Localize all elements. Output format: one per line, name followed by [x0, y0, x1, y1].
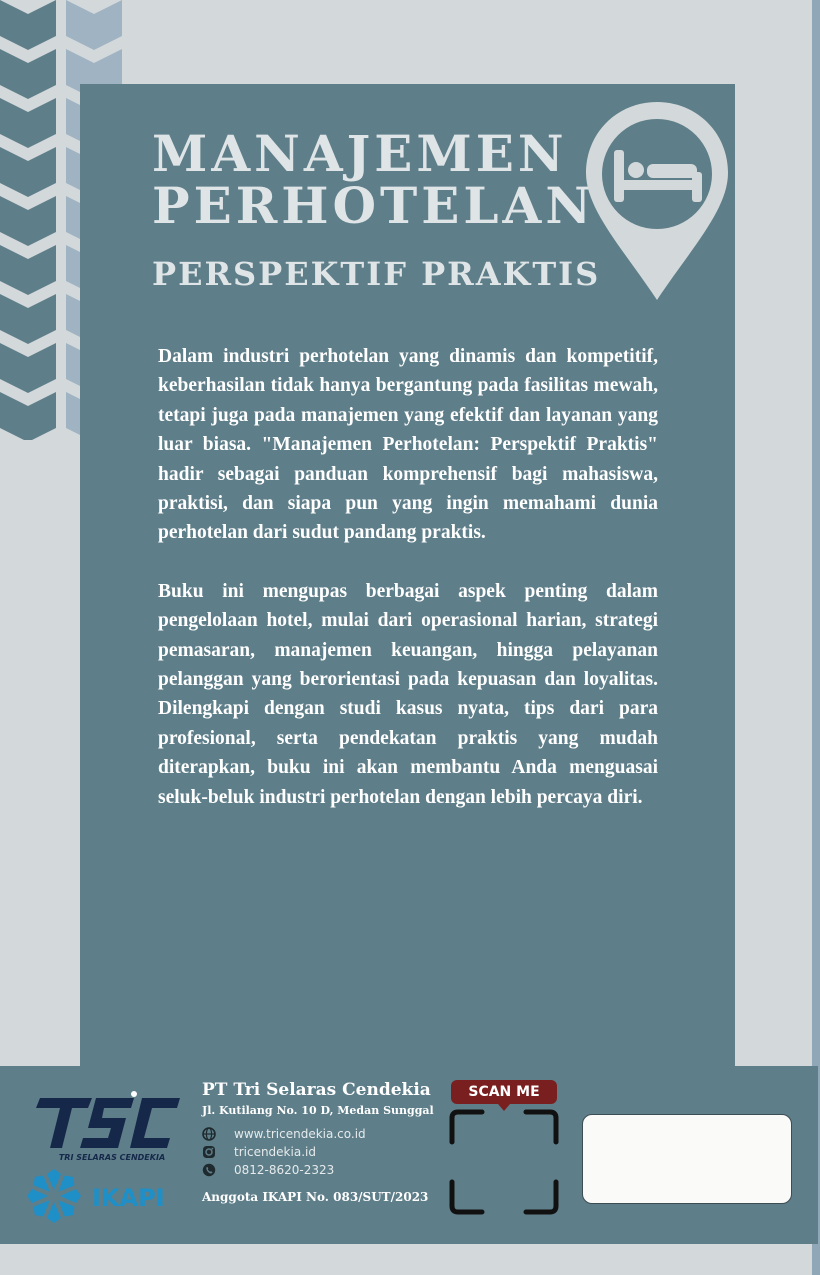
barcode-placeholder [582, 1114, 792, 1204]
ikapi-petal [27, 1189, 48, 1203]
phone-row [202, 1161, 334, 1179]
tsc-logo-text: TRI SELARAS CENDEKIA [58, 1153, 166, 1162]
title-line-1: MANAJEMEN [152, 124, 568, 183]
publisher-name: PT Tri Selaras Cendekia [202, 1080, 431, 1100]
instagram-row [202, 1143, 316, 1161]
chevron-shape [0, 0, 56, 50]
chevron-shape [66, 0, 122, 50]
website-link[interactable]: www.tricendekia.co.id [234, 1127, 366, 1141]
whatsapp-icon [202, 1163, 216, 1177]
book-description [158, 342, 658, 841]
chevron-shape [0, 49, 56, 99]
chevron-shape [0, 98, 56, 148]
ikapi-petal [47, 1169, 61, 1190]
hotel-bed-location-pin-icon [584, 100, 730, 302]
chevron-shape [0, 294, 56, 344]
ikapi-membership: Anggota IKAPI No. 083/SUT/2023 [202, 1190, 429, 1204]
chevron-shape [0, 343, 56, 393]
chevron-shape [0, 196, 56, 246]
chevron-shape [0, 245, 56, 295]
tsc-logo [34, 1090, 184, 1164]
chevron-shape [0, 392, 56, 440]
ikapi-petal [60, 1189, 81, 1203]
book-subtitle: PERSPEKTIF PRAKTIS [152, 255, 601, 293]
qr-scan-frame [448, 1108, 560, 1216]
chevron-shape [0, 147, 56, 197]
instagram-handle[interactable]: tricendekia.id [234, 1145, 316, 1159]
ikapi-logo-text: IKAPI [92, 1184, 165, 1212]
instagram-icon [202, 1145, 216, 1159]
phone-number[interactable]: 0812-8620-2323 [234, 1163, 335, 1177]
scan-me-badge: SCAN ME [451, 1080, 557, 1104]
title-line-2: PERHOTELAN [152, 176, 596, 235]
ikapi-petal [47, 1202, 61, 1223]
description-paragraph-1: Dalam industri perhotelan yang dinamis dan kompetitif, keberhasilan tidak hanya bergantung pada fasilitas mewah, tetapi juga pada manajemen yang efektif dan layanan yang luar biasa. "Manajemen Perhotelan: Perspektif Praktis" hadir sebagai panduan komprehensif bagi mahasiswa, praktisi, dan siapa pun yang ingin memahami dunia perhotelan dari sudut pandang praktis. [158, 346, 658, 544]
globe-icon [202, 1127, 216, 1141]
publisher-address: Jl. Kutilang No. 10 D, Medan Sunggal [202, 1104, 434, 1117]
ikapi-logo [26, 1168, 194, 1228]
description-paragraph-2: Buku ini mengupas berbagai aspek penting dalam pengelolaan hotel, mulai dari operasional harian, strategi pemasaran, manajemen keuangan, hingga pelayanan pelanggan yang berorientasi pada kepuasan dan loyalitas. Dilengkapi dengan studi kasus nyata, tips dari para profesional, serta pendekatan praktis yang mudah diterapkan, buku ini akan membantu Anda menguasai seluk-beluk industri perhotelan dengan lebih percaya diri. [158, 580, 658, 808]
book-title [152, 124, 596, 235]
website-row [202, 1125, 366, 1143]
